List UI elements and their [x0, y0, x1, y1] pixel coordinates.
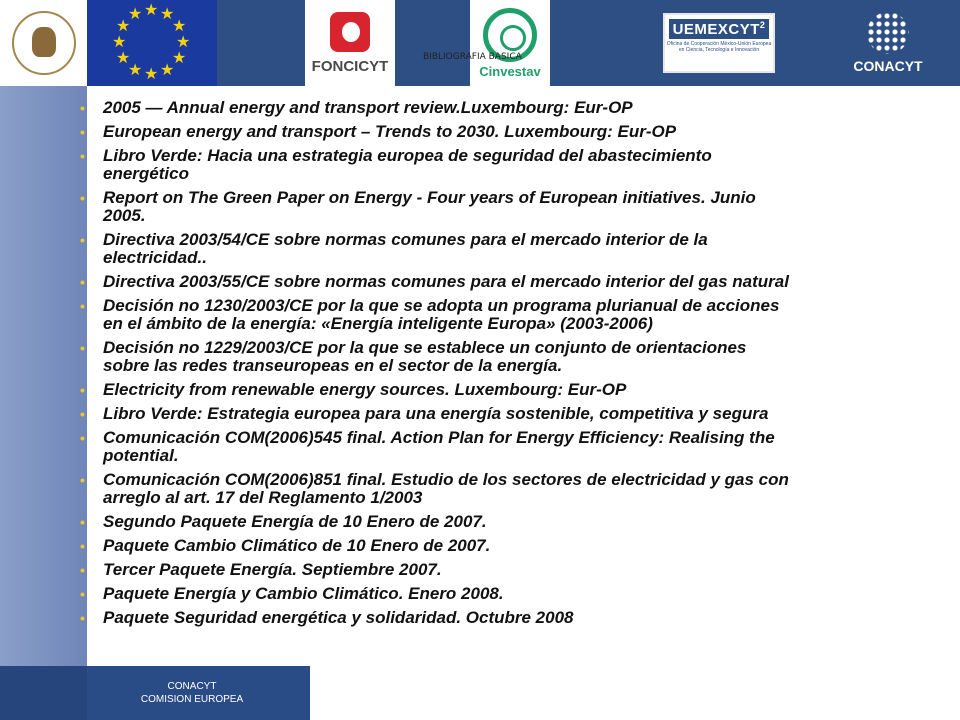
list-item: [80, 273, 960, 291]
list-item: [80, 609, 960, 627]
list-item: [80, 297, 960, 333]
bullet-icon: •: [80, 538, 85, 554]
list-item: [80, 561, 960, 579]
bibliography-list: [80, 99, 960, 633]
bullet-icon: •: [80, 610, 85, 626]
mexico-coat-of-arms-icon: [12, 11, 76, 75]
list-item: [80, 471, 960, 507]
footer-line-1: CONACYT: [167, 681, 217, 692]
cinvestav-logo: [470, 0, 550, 86]
bullet-icon: •: [80, 298, 85, 314]
conacyt-text: CONACYT: [853, 58, 923, 74]
conacyt-logo-icon: [867, 12, 909, 54]
list-item-text: Electricity from renewable energy sources. Luxembourg: Eur-OP: [103, 380, 627, 399]
bullet-icon: •: [80, 382, 85, 398]
list-item-text: Decisión no 1230/2003/CE por la que se adopta un programa plurianual de acciones en el ámbito de la energía: «Energía inteligente Europa» (2003-2006): [103, 296, 780, 333]
uemexcyt-logo-icon: [663, 13, 775, 73]
bullet-icon: •: [80, 562, 85, 578]
uemexcyt-title: UEMEXCYT$^2$: [669, 19, 770, 39]
foncicyt-logo-icon: [330, 12, 370, 52]
list-item-text: Directiva 2003/54/CE sobre normas comunes para el mercado interior de la electricidad..: [103, 230, 708, 267]
bullet-icon: •: [80, 148, 85, 164]
list-item: [80, 99, 960, 117]
bullet-icon: •: [80, 340, 85, 356]
list-item-text: Libro Verde: Hacia una estrategia europea de seguridad del abastecimiento energético: [103, 146, 712, 183]
list-item-text: Libro Verde: Estrategia europea para una energía sostenible, competitiva y segura: [103, 404, 769, 423]
bullet-icon: •: [80, 190, 85, 206]
list-item-text: Comunicación COM(2006)851 final. Estudio de los sectores de electricidad y gas con arreglo al art. 17 del Reglamento 1/2003: [103, 470, 789, 507]
list-item-text: Decisión no 1229/2003/CE por la que se establece un conjunto de orientaciones sobre las redes transeuropeas en el sector de la energía.: [103, 338, 747, 375]
bullet-icon: •: [80, 472, 85, 488]
eu-flag-icon: ★ ★ ★ ★ ★ ★ ★ ★ ★ ★ ★ ★: [112, 2, 191, 83]
bullet-icon: •: [80, 514, 85, 530]
list-item: [80, 429, 960, 465]
bullet-icon: •: [80, 586, 85, 602]
list-item-text: European energy and transport – Trends to 2030. Luxembourg: Eur-OP: [103, 122, 677, 141]
bullet-icon: •: [80, 232, 85, 248]
foncicyt-logo: [305, 0, 395, 86]
footer-line-2: COMISION EUROPEA: [140, 694, 244, 705]
side-bar: [0, 86, 87, 666]
list-item: [80, 123, 960, 141]
bullet-icon: •: [80, 430, 85, 446]
list-item-text: Comunicación COM(2006)545 final. Action Plan for Energy Efficiency: Realising the potential.: [103, 428, 775, 465]
list-item: [80, 231, 960, 267]
bullet-icon: •: [80, 100, 85, 116]
list-item-text: Directiva 2003/55/CE sobre normas comunes para el mercado interior del gas natural: [103, 272, 789, 291]
footer-accent: [0, 666, 87, 720]
uemexcyt-subtitle: Oficina de Cooperación México-Unión Europea en Ciencia, Tecnología e Innovación: [666, 41, 772, 53]
list-item-text: Paquete Energía y Cambio Climático. Enero 2008.: [103, 584, 504, 603]
list-item: [80, 513, 960, 531]
list-item: [80, 381, 960, 399]
list-item-text: Paquete Cambio Climático de 10 Enero de 2007.: [103, 536, 491, 555]
bullet-icon: •: [80, 406, 85, 422]
list-item: [80, 405, 960, 423]
list-item: [80, 339, 960, 375]
conacyt-logo: [840, 0, 936, 86]
foncicyt-text: FONCICYT: [311, 57, 389, 75]
list-item: [80, 537, 960, 555]
slide-title: BIBLIOGRAFIA BASICA: [423, 52, 522, 62]
list-item-text: Segundo Paquete Energía de 10 Enero de 2007.: [103, 512, 487, 531]
list-item-text: Tercer Paquete Energía. Septiembre 2007.: [103, 560, 442, 579]
list-item: [80, 189, 960, 225]
uemexcyt-logo: [660, 0, 778, 86]
bullet-icon: •: [80, 124, 85, 140]
mexico-logo: [0, 0, 87, 86]
list-item-text: Report on The Green Paper on Energy - Four years of European initiatives. Junio 2005.: [103, 188, 756, 225]
footer-text: [87, 680, 297, 706]
list-item: [80, 585, 960, 603]
list-item-text: 2005 — Annual energy and transport review.Luxembourg: Eur-OP: [103, 98, 633, 117]
bullet-icon: •: [80, 274, 85, 290]
eu-logo: [87, 0, 217, 86]
list-item-text: Paquete Seguridad energética y solidaridad. Octubre 2008: [103, 608, 574, 627]
cinvestav-text: Cinvestav: [479, 63, 541, 79]
list-item: [80, 147, 960, 183]
